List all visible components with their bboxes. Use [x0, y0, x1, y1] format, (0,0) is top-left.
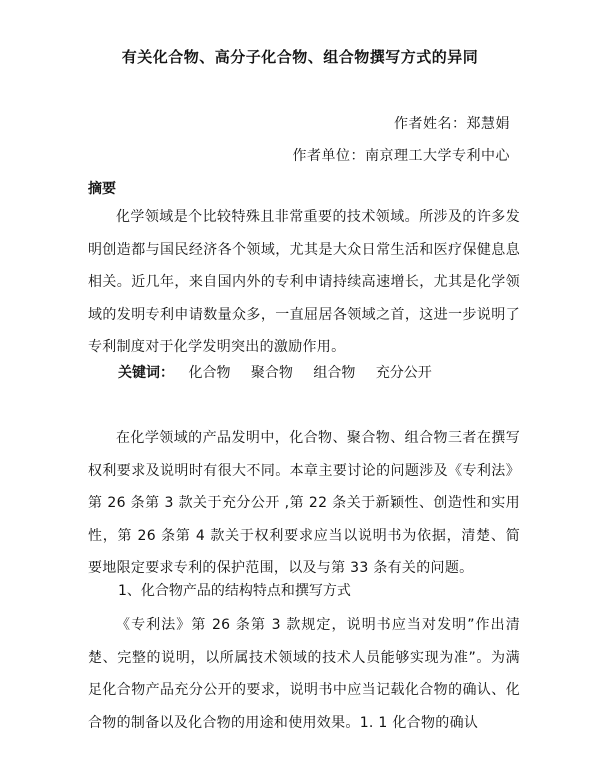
keyword-item: 化合物 [188, 365, 231, 381]
keywords-label: 关键词： [118, 365, 174, 381]
section-paragraph: 《专利法》第 26 条第 3 款规定，说明书应当对发明”作出清楚、完整的说明，以所属技术领域的技术人员能够实现为准”。为满足化合物产品充分公开的要求，说明书中应当记载化合物的确认、化合物的制备以及化合物的用途和使用效果。1. 1 化合物的确认 [88, 617, 520, 731]
author-affiliation: 作者单位：南京理工大学专利中心 [292, 148, 510, 164]
keyword-item: 聚合物 [250, 365, 293, 381]
section-heading: 1、化合物产品的结构特点和撰写方式 [118, 583, 351, 599]
author-name: 作者姓名：郑慧娟 [394, 116, 510, 132]
abstract-heading: 摘要 [88, 181, 116, 197]
intro-paragraph: 在化学领域的产品发明中，化合物、聚合物、组合物三者在撰写权利要求及说明时有很大不同。本章主要讨论的问题涉及《专利法》第 26 条第 3 款关于充分公开 ,第 22 条关于新颖性、创造性和实用性，第 26 条第 4 款关于权利要求应当以说明书为依据，清楚、简要地限定要求专利的保护范围，以及与第 33 条有关的问题。 [88, 430, 520, 576]
keyword-item: 组合物 [313, 365, 356, 381]
abstract-paragraph: 化学领域是个比较特殊且非常重要的技术领域。所涉及的许多发明创造都与国民经济各个领域，尤其是大众日常生活和医疗保健息息相关。近几年，来自国内外的专利申请持续高速增长，尤其是化学领域的发明专利申请数量众多，一直屈居各领域之首，这进一步说明了专利制度对于化学发明突出的激励作用。 [88, 209, 520, 355]
document-title: 有关化合物、高分子化合物、组合物撰写方式的异同 [121, 48, 479, 66]
keyword-item: 充分公开 [375, 365, 432, 381]
keywords-line [118, 362, 448, 382]
